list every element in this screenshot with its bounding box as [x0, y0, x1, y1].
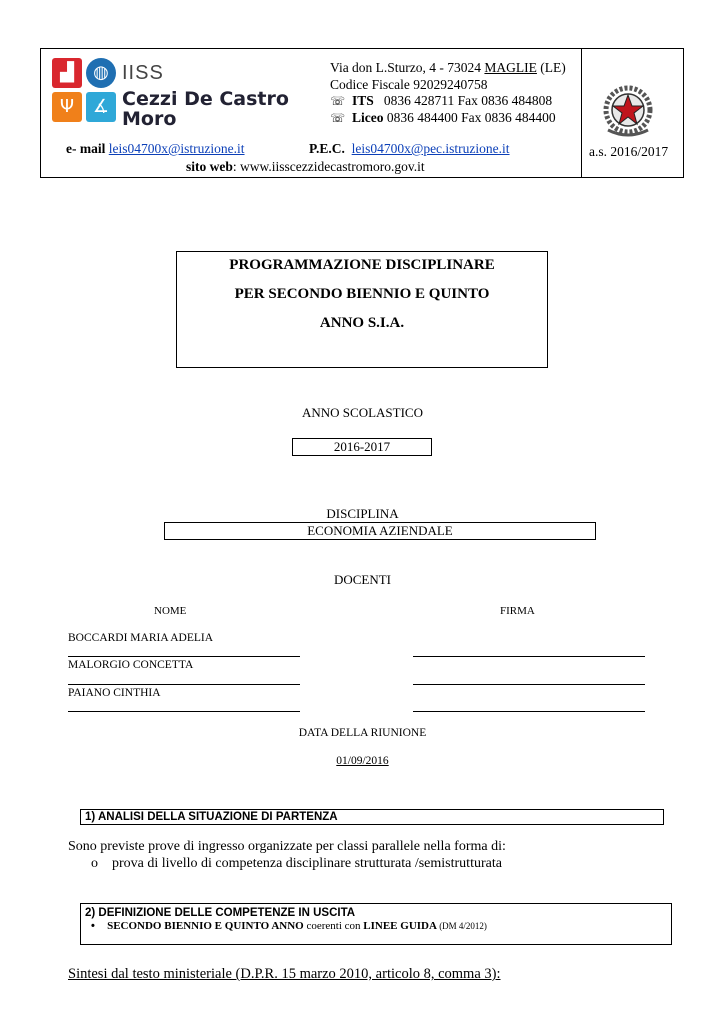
phone-icon: ☏ — [330, 94, 346, 108]
phone-icon: ☏ — [330, 110, 346, 125]
teacher-name: MALORGIO CONCETTA — [68, 659, 194, 671]
disciplina-value: ECONOMIA AZIENDALE — [164, 522, 596, 540]
pec-link[interactable]: leis04700x@pec.istruzione.it — [351, 141, 510, 156]
title-line-2: PER SECONDO BIENNIO E QUINTO — [234, 286, 490, 302]
document-title-box — [176, 251, 548, 368]
section-1-header: 1) ANALISI DELLA SITUAZIONE DI PARTENZA — [80, 809, 664, 825]
chart-icon: ▟ — [52, 58, 82, 88]
bullet-marker: o — [91, 856, 98, 871]
section-2-box — [80, 903, 672, 945]
sintesi-heading: Sintesi dal testo ministeriale (D.P.R. 15 marzo 2010, articolo 8, comma 3): — [68, 966, 501, 982]
disciplina-label: DISCIPLINA — [326, 506, 399, 521]
school-logo — [52, 58, 312, 128]
anno-scolastico-label: ANNO SCOLASTICO — [302, 405, 423, 420]
psi-icon: Ψ — [52, 92, 82, 122]
email-link[interactable]: leis04700x@istruzione.it — [108, 141, 245, 156]
liceo-phone-line: ☏ Liceo 0836 484400 Fax 0836 484400 — [330, 109, 556, 125]
riunione-label: DATA DELLA RIUNIONE — [298, 727, 427, 739]
pec-line: P.E.C. leis04700x@pec.istruzione.it — [309, 141, 510, 156]
title-line-3: ANNO S.I.A. — [319, 315, 405, 331]
letterhead-divider — [581, 48, 582, 178]
globe-icon: ◍ — [86, 58, 116, 88]
signature-line — [413, 711, 645, 712]
name-line — [68, 656, 300, 657]
section-2-bullet: • SECONDO BIENNIO E QUINTO ANNO coerenti con LINEE GUIDA (DM 4/2012) — [91, 920, 487, 932]
section-2-header: 2) DEFINIZIONE DELLE COMPETENZE IN USCITA — [85, 907, 356, 919]
email-line: e- mail leis04700x@istruzione.it — [66, 141, 245, 156]
anno-scolastico-value: 2016-2017 — [292, 438, 432, 456]
logo-text-iiss: IISS — [122, 62, 164, 84]
signature-line — [413, 656, 645, 657]
school-year: a.s. 2016/2017 — [589, 144, 669, 159]
republic-emblem-icon — [598, 80, 658, 140]
riunione-date: 01/09/2016 — [336, 755, 389, 767]
firma-column-header: FIRMA — [500, 605, 535, 617]
bullet-dot-icon: • — [91, 920, 95, 932]
nome-column-header: NOME — [154, 605, 187, 617]
fiscal-code: Codice Fiscale 92029240758 — [330, 76, 488, 92]
section-1-text: Sono previste prove di ingresso organizzate per classi parallele nella forma di: — [68, 839, 506, 854]
logo-text-name: Cezzi De Castro — [122, 88, 289, 110]
docenti-label: DOCENTI — [333, 572, 392, 587]
compass-icon: ∡ — [86, 92, 116, 122]
signature-line — [413, 684, 645, 685]
website-line: sito web: www.iisscezzidecastromoro.gov.it — [186, 159, 425, 174]
name-line — [68, 684, 300, 685]
teacher-name: BOCCARDI MARIA ADELIA — [68, 632, 214, 644]
address-line: Via don L.Sturzo, 4 - 73024 MAGLIE (LE) — [330, 60, 566, 75]
title-line-1: PROGRAMMAZIONE DISCIPLINARE — [229, 257, 495, 273]
teacher-name: PAIANO CINTHIA — [68, 687, 161, 699]
contact-block — [330, 60, 566, 126]
its-phone-line: ☏ ITS 0836 428711 Fax 0836 484808 — [330, 93, 553, 108]
name-line — [68, 711, 300, 712]
section-1-bullet: prova di livello di competenza disciplinare strutturata /semistrutturata — [112, 856, 502, 871]
logo-text-moro: Moro — [122, 108, 177, 130]
